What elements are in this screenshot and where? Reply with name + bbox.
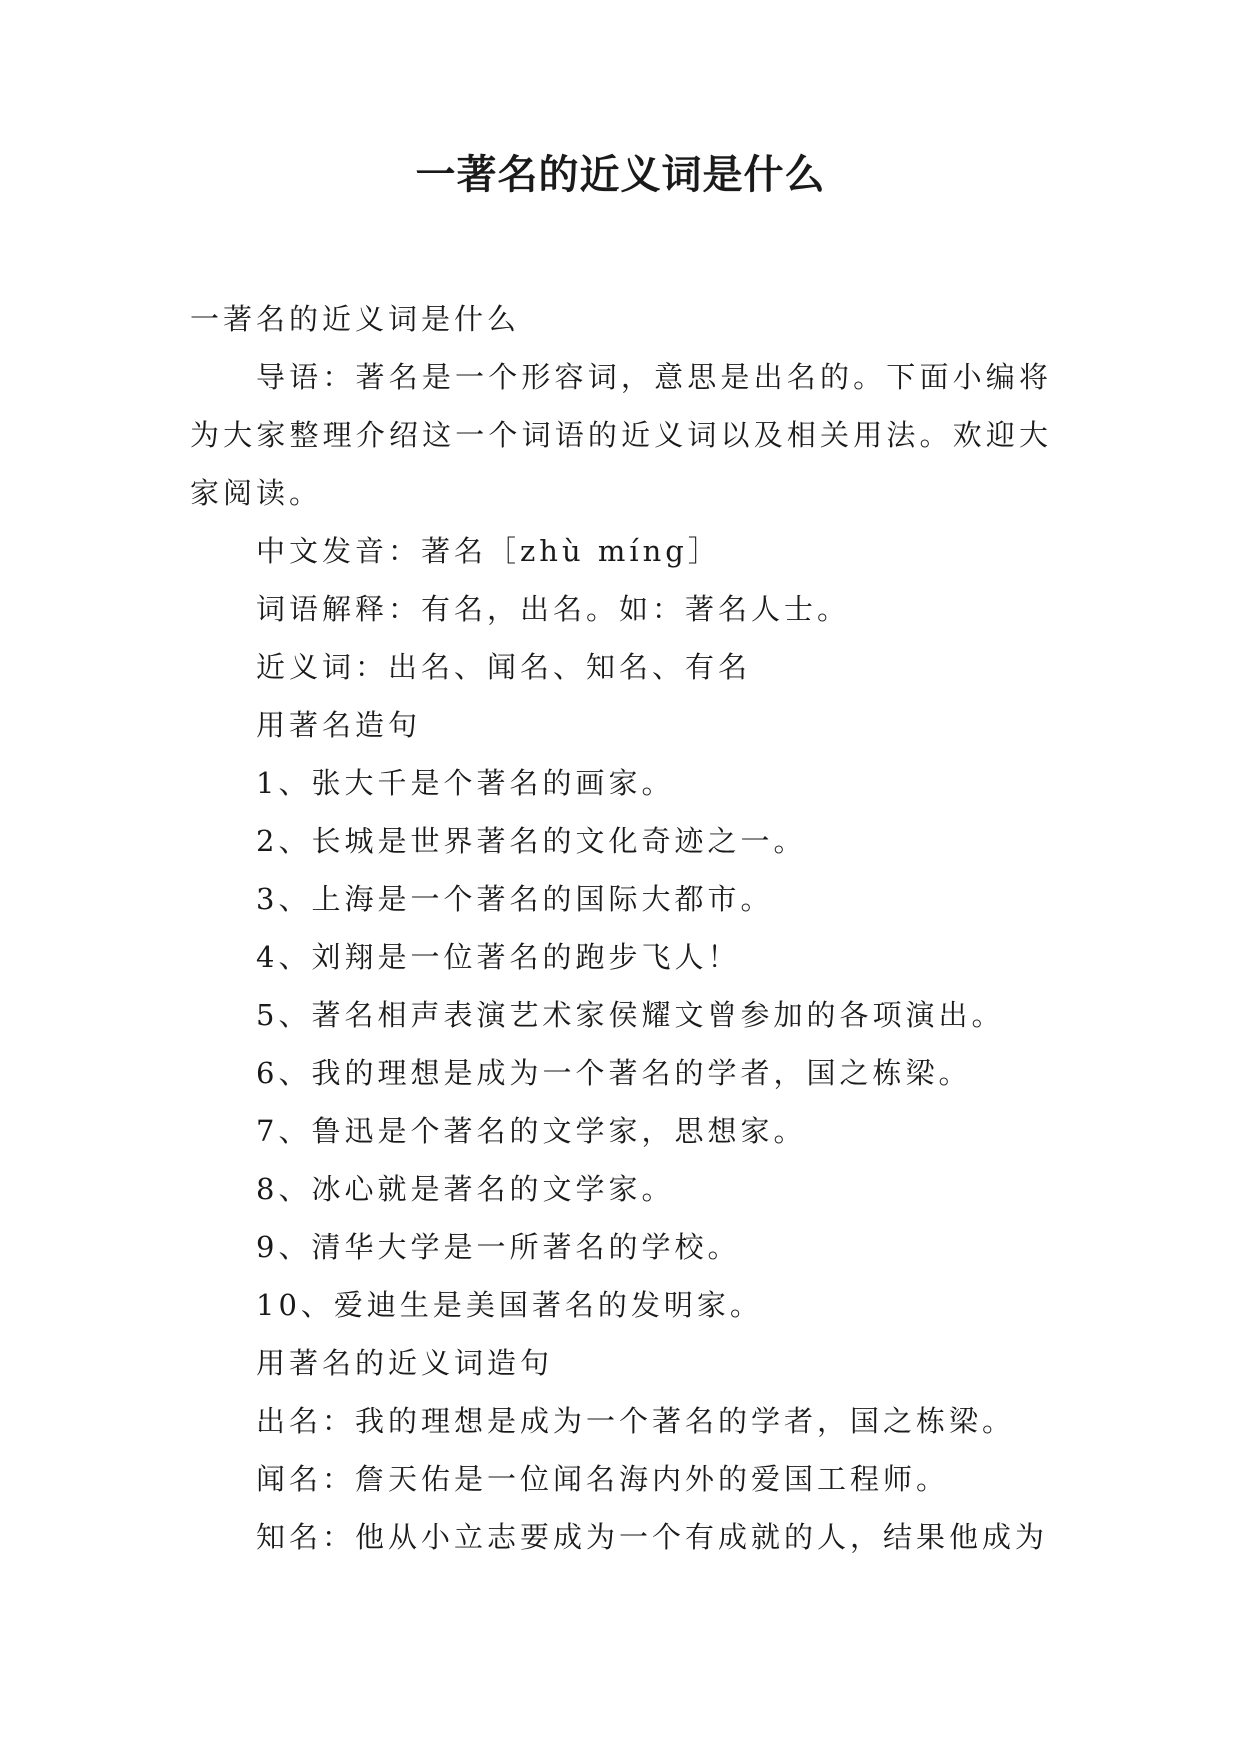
synonym-sentence-item: 出名：我的理想是成为一个著名的学者，国之栋梁。 <box>256 1404 1016 1438</box>
sentence-item: 10、爱迪生是美国著名的发明家。 <box>256 1288 763 1322</box>
sentence-item: 7、鲁迅是个著名的文学家，思想家。 <box>256 1114 807 1148</box>
sentence-item: 9、清华大学是一所著名的学校。 <box>256 1230 741 1264</box>
document-body <box>190 290 1052 1566</box>
intro-paragraph: 导语：著名是一个形容词，意思是出名的。下面小编将为大家整理介绍这一个词语的近义词以及相关用法。欢迎大家阅读。 <box>190 360 1052 510</box>
synonyms-line: 近义词：出名、闻名、知名、有名 <box>256 650 752 684</box>
pronunciation-line: 中文发音：著名［zhù míng］ <box>256 534 721 568</box>
sentences-heading: 用著名造句 <box>256 708 422 742</box>
sentence-item: 8、冰心就是著名的文学家。 <box>256 1172 675 1206</box>
definition-line: 词语解释：有名，出名。如：著名人士。 <box>256 592 851 626</box>
sentence-item: 6、我的理想是成为一个著名的学者，国之栋梁。 <box>256 1056 972 1090</box>
document-title: 一著名的近义词是什么 <box>415 152 826 198</box>
sentence-item: 2、长城是世界著名的文化奇迹之一。 <box>256 824 807 858</box>
synonym-sentences-heading: 用著名的近义词造句 <box>256 1346 554 1380</box>
sentence-item: 1、张大千是个著名的画家。 <box>256 766 675 800</box>
document-subtitle: 一著名的近义词是什么 <box>190 302 521 336</box>
sentence-item: 4、刘翔是一位著名的跑步飞人！ <box>256 940 741 974</box>
synonym-sentence-item: 闻名：詹天佑是一位闻名海内外的爱国工程师。 <box>256 1462 950 1496</box>
synonym-sentence-item: 知名：他从小立志要成为一个有成就的人，结果他成为 <box>256 1520 1049 1554</box>
sentence-item: 5、著名相声表演艺术家侯耀文曾参加的各项演出。 <box>256 998 1005 1032</box>
sentence-item: 3、上海是一个著名的国际大都市。 <box>256 882 774 916</box>
